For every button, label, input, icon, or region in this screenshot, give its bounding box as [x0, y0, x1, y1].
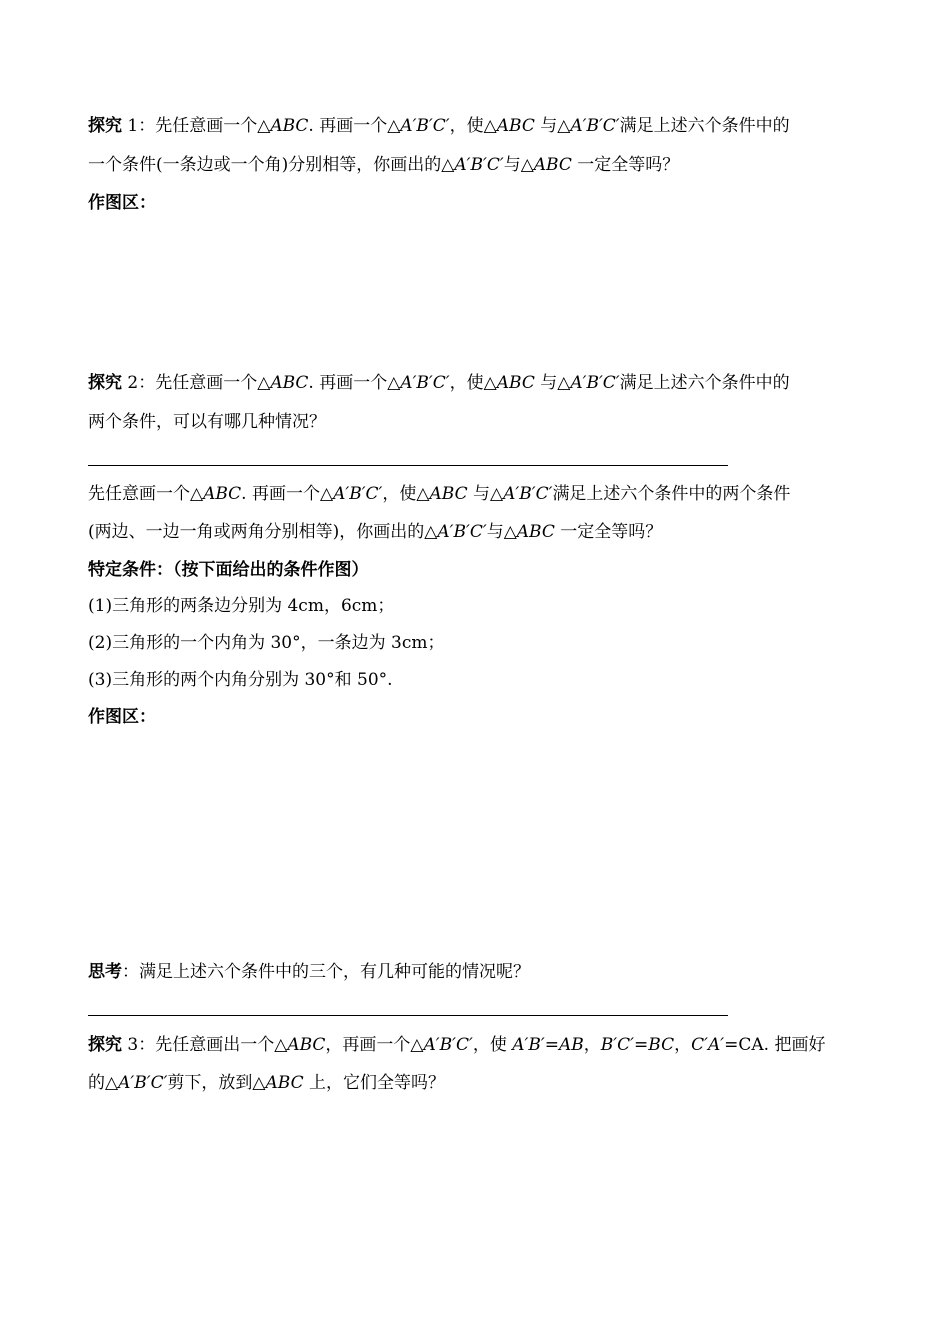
text: ， [674, 1035, 692, 1055]
text: . 再画一个△ [308, 116, 401, 136]
text: 一定全等吗？ [554, 522, 663, 542]
triangle-name: A′B′C′ [570, 116, 620, 136]
explore1-line1 [88, 114, 864, 138]
text: 与△ [534, 116, 571, 136]
text: ，再画一个△ [325, 1035, 424, 1055]
triangle-name: ABC [270, 373, 309, 393]
text: 一定全等吗？ [571, 155, 680, 175]
triangle-name: ABC [429, 484, 468, 504]
explore1-label: 探究 [88, 116, 122, 136]
explore2-line1 [88, 371, 864, 395]
explore3-line2 [88, 1071, 445, 1095]
explore1-draw-area-label: 作图区： [88, 193, 156, 213]
condition-2: (2)三角形的一个内角为 30°，一条边为 3cm； [88, 633, 445, 653]
text: = [724, 1035, 739, 1055]
triangle-name: ABC [496, 373, 535, 393]
text: ：满足上述六个条件中的三个，有几种可能的情况呢？ [122, 962, 530, 982]
condition-1: (1)三角形的两条边分别为 4cm，6cm； [88, 596, 395, 616]
think-line [88, 960, 530, 984]
explore2-number: 2： [122, 373, 156, 393]
triangle-name: ABC [265, 1073, 304, 1093]
text: = [544, 1035, 559, 1055]
segment-name: B′C′ [600, 1035, 635, 1055]
explore1-number: 1： [122, 116, 156, 136]
triangle-name: ABC [533, 155, 572, 175]
segment-name: CA [738, 1035, 764, 1055]
answer-blank-line [88, 465, 728, 466]
text: 先任意画一个△ [155, 373, 271, 393]
text: 的△ [88, 1073, 119, 1093]
triangle-name: A′B′C′ [437, 522, 487, 542]
think-label: 思考 [88, 962, 122, 982]
explore2-draw-area-label: 作图区： [88, 707, 156, 727]
explore2-label: 探究 [88, 373, 122, 393]
triangle-name: A′B′C′ [454, 155, 504, 175]
explore3-number: 3： [122, 1035, 156, 1055]
explore1-line2 [88, 153, 679, 177]
special-conditions-heading: 特定条件：（按下面给出的条件作图） [88, 560, 369, 580]
explore3-line1 [88, 1033, 864, 1057]
triangle-name: A′B′C′ [400, 373, 450, 393]
text: 先任意画一个△ [155, 116, 271, 136]
triangle-name: A′B′C′ [118, 1073, 168, 1093]
triangle-name: ABC [287, 1035, 326, 1055]
triangle-name: A′B′C′ [333, 484, 383, 504]
triangle-name: ABC [516, 522, 555, 542]
text: . 再画一个△ [308, 373, 401, 393]
segment-name: C′A′ [691, 1035, 725, 1055]
text: 与△ [503, 155, 534, 175]
text: ，使 [472, 1035, 513, 1055]
text: 满足上述六个条件中的两个条件 [552, 484, 791, 504]
text: = [634, 1035, 649, 1055]
text: 一个条件(一条边或一个角)分别相等，你画出的△ [88, 155, 455, 175]
text: ，使△ [449, 116, 497, 136]
triangle-name: A′B′C′ [570, 373, 620, 393]
text: ，使△ [382, 484, 430, 504]
answer-blank-line [88, 1015, 728, 1016]
text: 先任意画一个△ [88, 484, 204, 504]
explore2-line3 [88, 482, 864, 506]
triangle-name: ABC [270, 116, 309, 136]
explore3-label: 探究 [88, 1035, 122, 1055]
triangle-name: ABC [203, 484, 242, 504]
text: 满足上述六个条件中的 [619, 373, 790, 393]
triangle-name: A′B′C′ [400, 116, 450, 136]
triangle-name: ABC [496, 116, 535, 136]
text: 与△ [467, 484, 504, 504]
segment-name: BC [648, 1035, 675, 1055]
text: 上，它们全等吗？ [303, 1073, 446, 1093]
text: 与△ [486, 522, 517, 542]
text: . 再画一个△ [241, 484, 334, 504]
condition-3: (3)三角形的两个内角分别为 30°和 50°. [88, 670, 393, 690]
triangle-name: A′B′C′ [503, 484, 553, 504]
text: ， [583, 1035, 601, 1055]
text: . 把画好 [763, 1035, 826, 1055]
text: 剪下，放到△ [167, 1073, 266, 1093]
segment-name: A′B′ [512, 1035, 545, 1055]
explore2-line4 [88, 520, 662, 544]
text: (两边、一边一角或两角分别相等)，你画出的△ [88, 522, 438, 542]
text: 满足上述六个条件中的 [619, 116, 790, 136]
text: 与△ [534, 373, 571, 393]
text: 先任意画出一个△ [155, 1035, 288, 1055]
triangle-name: A′B′C′ [423, 1035, 473, 1055]
text: ，使△ [449, 373, 497, 393]
segment-name: AB [559, 1035, 584, 1055]
explore2-line2: 两个条件，可以有哪几种情况？ [88, 412, 326, 432]
